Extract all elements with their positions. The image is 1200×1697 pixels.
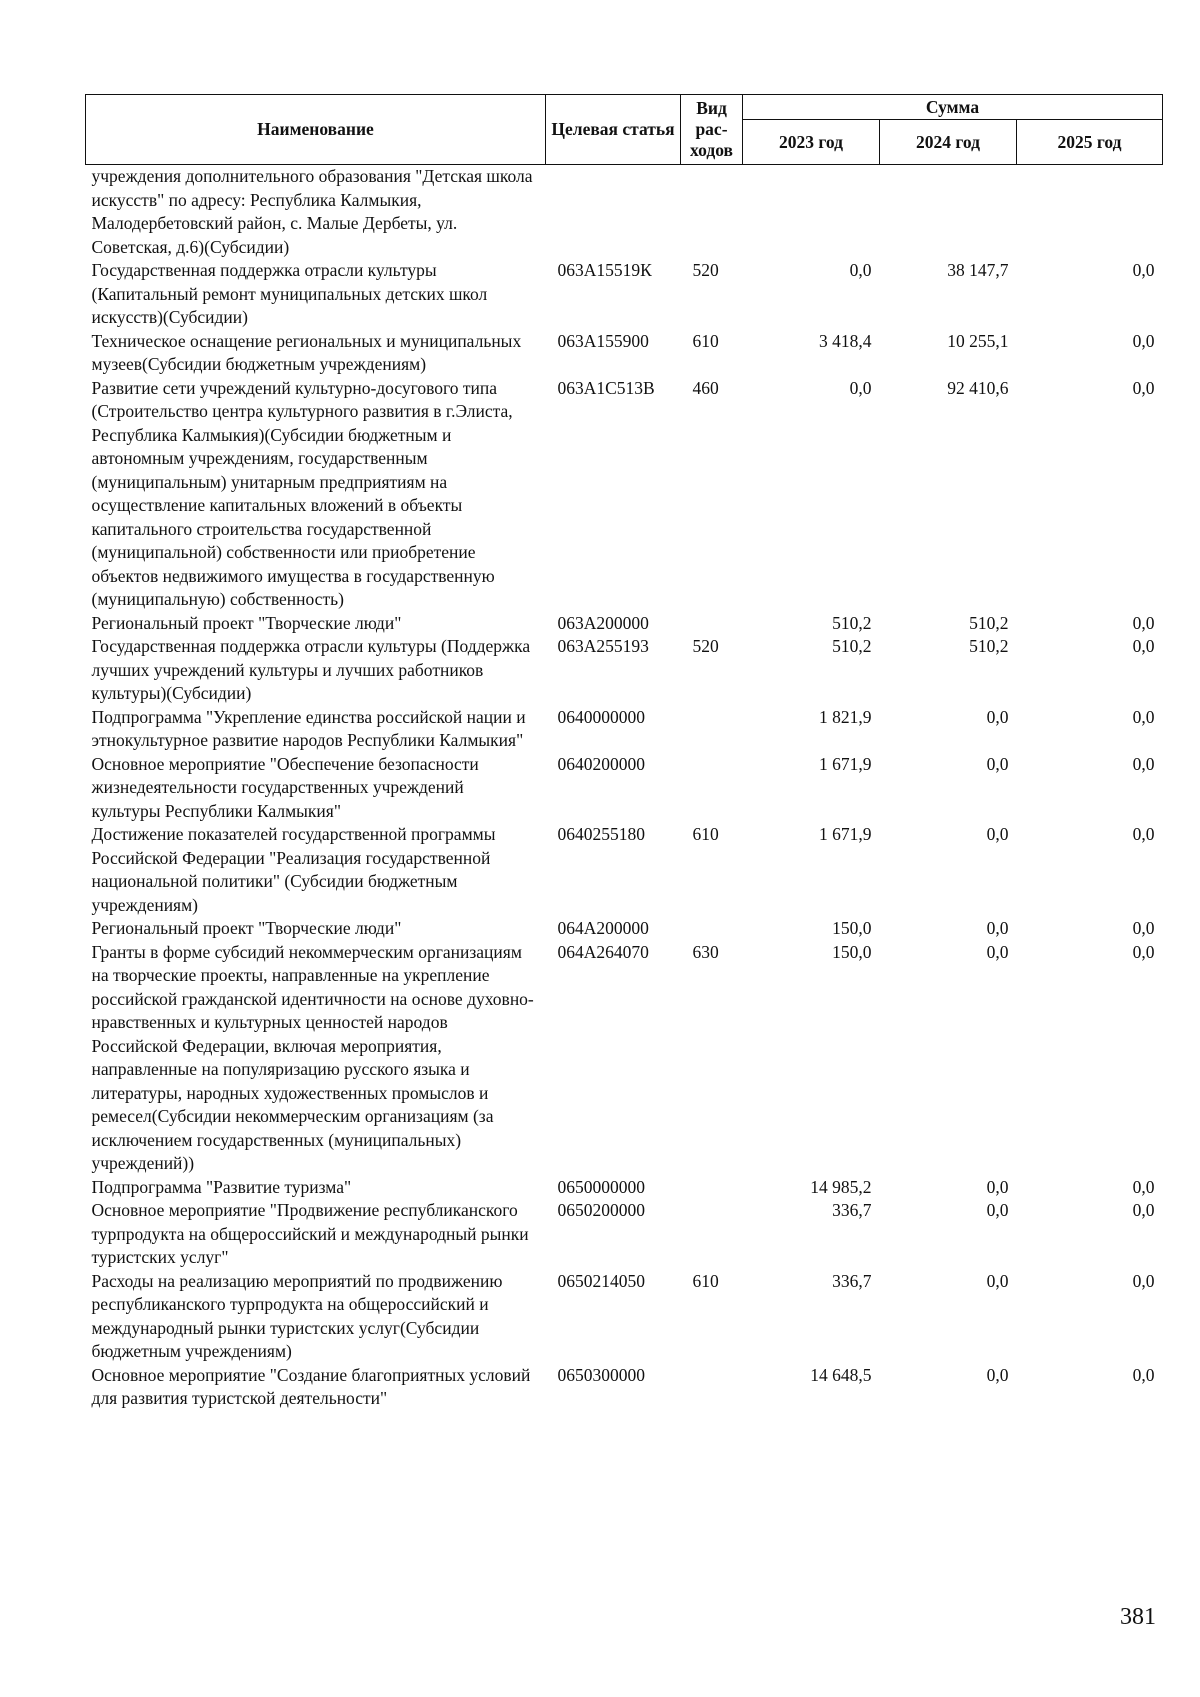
row-sum-2025: 0,0 bbox=[1132, 377, 1155, 398]
row-target-code: 063А200000 bbox=[557, 612, 649, 633]
row-target-code: 064А264070 bbox=[557, 941, 649, 962]
row-target-code: 0640000000 bbox=[557, 706, 645, 727]
row-name: Государственная поддержка отрасли культуры (Поддержка лучших учреждений культуры и лучших работников культуры)(Субсидии) bbox=[91, 636, 531, 703]
row-target-code bbox=[546, 165, 681, 260]
row-expense-kind bbox=[681, 1199, 743, 1270]
header-year-2025: 2025 год bbox=[1017, 120, 1163, 165]
row-sum-2023: 1 671,9 bbox=[819, 753, 872, 774]
row-expense-kind bbox=[681, 706, 743, 753]
row-sum-2023: 150,0 bbox=[832, 918, 872, 938]
row-sum-2024: 510,2 bbox=[969, 636, 1009, 656]
table-row bbox=[86, 753, 1163, 824]
row-sum-2023: 3 418,4 bbox=[819, 330, 872, 351]
row-sum-2023: 336,7 bbox=[832, 1200, 872, 1220]
row-expense-kind: 610 bbox=[692, 330, 719, 351]
header-sum: Сумма bbox=[743, 95, 1163, 120]
table-row bbox=[86, 917, 1163, 941]
row-sum-2025: 0,0 bbox=[1132, 1176, 1155, 1197]
row-name: Техническое оснащение региональных и муниципальных музеев(Субсидии бюджетным учреждениям) bbox=[91, 330, 522, 374]
row-sum-2024: 0,0 bbox=[986, 941, 1009, 962]
row-sum-2025: 0,0 bbox=[1132, 636, 1155, 656]
row-sum-2024: 38 147,7 bbox=[947, 260, 1009, 280]
table-row bbox=[86, 165, 1163, 260]
row-expense-kind bbox=[681, 1176, 743, 1200]
row-sum-2024: 92 410,6 bbox=[947, 377, 1009, 398]
row-sum-2025: 0,0 bbox=[1132, 330, 1155, 351]
row-expense-kind: 460 bbox=[692, 377, 719, 398]
row-name: Развитие сети учреждений культурно-досугового типа (Строительство центра культурного развития в г.Элиста, Республика Калмыкия)(Субсидии бюджетным и автономным учреждениям, государственным (муниципальным) унитарным предприятиям на осуществление капитальных вложений в объекты капитального строительства государственной (муниципальной) собственности или приобретение объектов недвижимого имущества в государственную (муниципальную) собственность) bbox=[91, 377, 513, 609]
row-sum-2023: 510,2 bbox=[832, 612, 872, 633]
row-name: Гранты в форме субсидий некоммерческим организациям на творческие проекты, направленные на укрепление российской гражданской идентичности на основе духовно-нравственных и культурных ценностей народов Российской Федерации, включая мероприятия, направленные на популяризацию русского языка и литературы, народных художественных промыслов и ремесел(Субсидии некоммерческим организациям (за исключением государственных (муниципальных) учреждений)) bbox=[91, 941, 534, 1173]
row-target-code: 0640200000 bbox=[557, 753, 645, 774]
row-sum-2024: 0,0 bbox=[986, 824, 1009, 844]
row-expense-kind bbox=[681, 917, 743, 941]
row-name: учреждения дополнительного образования "Детская школа искусств" по адресу: Республика Калмыкия, Малодербетовский район, с. Малые Дербеты, ул. Советская, д.6)(Субсидии) bbox=[91, 166, 533, 257]
table-row bbox=[86, 330, 1163, 377]
table-header bbox=[86, 95, 1163, 165]
row-sum-2025: 0,0 bbox=[1132, 260, 1155, 280]
row-sum-2023: 150,0 bbox=[832, 941, 872, 962]
row-name: Региональный проект "Творческие люди" bbox=[91, 918, 402, 938]
table-row bbox=[86, 1176, 1163, 1200]
row-sum-2024: 0,0 bbox=[986, 753, 1009, 774]
row-sum-2023: 0,0 bbox=[849, 377, 872, 398]
table-row bbox=[86, 259, 1163, 330]
row-expense-kind bbox=[681, 165, 743, 260]
row-expense-kind bbox=[681, 612, 743, 636]
table-row bbox=[86, 1199, 1163, 1270]
header-year-2023: 2023 год bbox=[743, 120, 880, 165]
row-sum-2025: 0,0 bbox=[1132, 824, 1155, 844]
row-target-code: 063А1С513В bbox=[557, 377, 655, 398]
row-sum-2023: 0,0 bbox=[849, 260, 872, 280]
row-sum-2025: 0,0 bbox=[1132, 941, 1155, 962]
row-target-code: 063А15519К bbox=[557, 260, 652, 280]
row-sum-2024: 0,0 bbox=[986, 1364, 1009, 1385]
row-name: Региональный проект "Творческие люди" bbox=[91, 612, 402, 633]
row-expense-kind: 610 bbox=[692, 1270, 719, 1291]
row-target-code: 0650000000 bbox=[557, 1176, 645, 1197]
table-row bbox=[86, 823, 1163, 917]
row-expense-kind: 520 bbox=[692, 260, 719, 280]
row-sum-2025: 0,0 bbox=[1132, 1200, 1155, 1220]
row-sum-2023: 14 985,2 bbox=[810, 1176, 872, 1197]
row-expense-kind: 630 bbox=[692, 941, 719, 962]
row-target-code: 0640255180 bbox=[557, 824, 645, 844]
row-sum-2025: 0,0 bbox=[1132, 1364, 1155, 1385]
row-name: Основное мероприятие "Создание благоприятных условий для развития туристской деятельности" bbox=[91, 1364, 531, 1408]
row-sum-2025 bbox=[1017, 165, 1163, 260]
row-target-code: 063А155900 bbox=[557, 330, 649, 351]
row-sum-2023: 14 648,5 bbox=[810, 1364, 872, 1385]
row-sum-2025: 0,0 bbox=[1132, 1270, 1155, 1291]
row-sum-2024: 0,0 bbox=[986, 1200, 1009, 1220]
row-sum-2024: 10 255,1 bbox=[947, 330, 1009, 351]
row-expense-kind bbox=[681, 753, 743, 824]
row-name: Основное мероприятие "Обеспечение безопасности жизнедеятельности государственных учреждений культуры Республики Калмыкия" bbox=[91, 753, 479, 821]
row-expense-kind bbox=[681, 1364, 743, 1411]
row-name: Основное мероприятие "Продвижение республиканского турпродукта на общероссийский и международный рынки туристских услуг" bbox=[91, 1200, 529, 1267]
row-sum-2023: 1 671,9 bbox=[819, 824, 872, 844]
row-target-code: 0650300000 bbox=[557, 1364, 645, 1385]
table-row bbox=[86, 941, 1163, 1176]
row-sum-2024: 0,0 bbox=[986, 918, 1009, 938]
row-sum-2025: 0,0 bbox=[1132, 612, 1155, 633]
table-row bbox=[86, 1270, 1163, 1364]
row-target-code: 0650200000 bbox=[557, 1200, 645, 1220]
row-sum-2025: 0,0 bbox=[1132, 706, 1155, 727]
row-sum-2024: 0,0 bbox=[986, 706, 1009, 727]
row-target-code: 063А255193 bbox=[557, 636, 649, 656]
row-sum-2023: 336,7 bbox=[832, 1270, 872, 1291]
row-sum-2025: 0,0 bbox=[1132, 918, 1155, 938]
row-sum-2023: 1 821,9 bbox=[819, 706, 872, 727]
header-name: Наименование bbox=[86, 95, 546, 165]
row-target-code: 064А200000 bbox=[557, 918, 649, 938]
row-expense-kind: 610 bbox=[692, 824, 719, 844]
row-sum-2024 bbox=[880, 165, 1017, 260]
row-name: Государственная поддержка отрасли культуры (Капитальный ремонт муниципальных детских школ искусств)(Субсидии) bbox=[91, 260, 488, 327]
row-name: Подпрограмма "Развитие туризма" bbox=[91, 1176, 352, 1197]
table-row bbox=[86, 1364, 1163, 1411]
row-sum-2023 bbox=[743, 165, 880, 260]
row-name: Достижение показателей государственной программы Российской Федерации "Реализация государственной национальной политики" (Субсидии бюджетным учреждениям) bbox=[91, 824, 496, 915]
row-expense-kind: 520 bbox=[692, 636, 719, 656]
header-year-2024: 2024 год bbox=[880, 120, 1017, 165]
row-name: Подпрограмма "Укрепление единства российской нации и этнокультурное развитие народов Республики Калмыкия" bbox=[91, 706, 526, 750]
table-row bbox=[86, 706, 1163, 753]
header-kind: Вид рас-ходов bbox=[681, 95, 743, 165]
row-target-code: 0650214050 bbox=[557, 1270, 645, 1291]
budget-table bbox=[85, 94, 1163, 1411]
row-sum-2023: 510,2 bbox=[832, 636, 872, 656]
page-number: 381 bbox=[1120, 1604, 1156, 1630]
header-code: Целевая статья bbox=[546, 95, 681, 165]
table-row bbox=[86, 635, 1163, 706]
table-row bbox=[86, 377, 1163, 612]
table-row bbox=[86, 612, 1163, 636]
row-sum-2024: 0,0 bbox=[986, 1270, 1009, 1291]
table-body bbox=[86, 165, 1163, 1411]
row-name: Расходы на реализацию мероприятий по продвижению республиканского турпродукта на общероссийский и международный рынки туристских услуг(Субсидии бюджетным учреждениям) bbox=[91, 1270, 503, 1361]
row-sum-2024: 0,0 bbox=[986, 1176, 1009, 1197]
row-sum-2024: 510,2 bbox=[969, 612, 1009, 633]
row-sum-2025: 0,0 bbox=[1132, 753, 1155, 774]
